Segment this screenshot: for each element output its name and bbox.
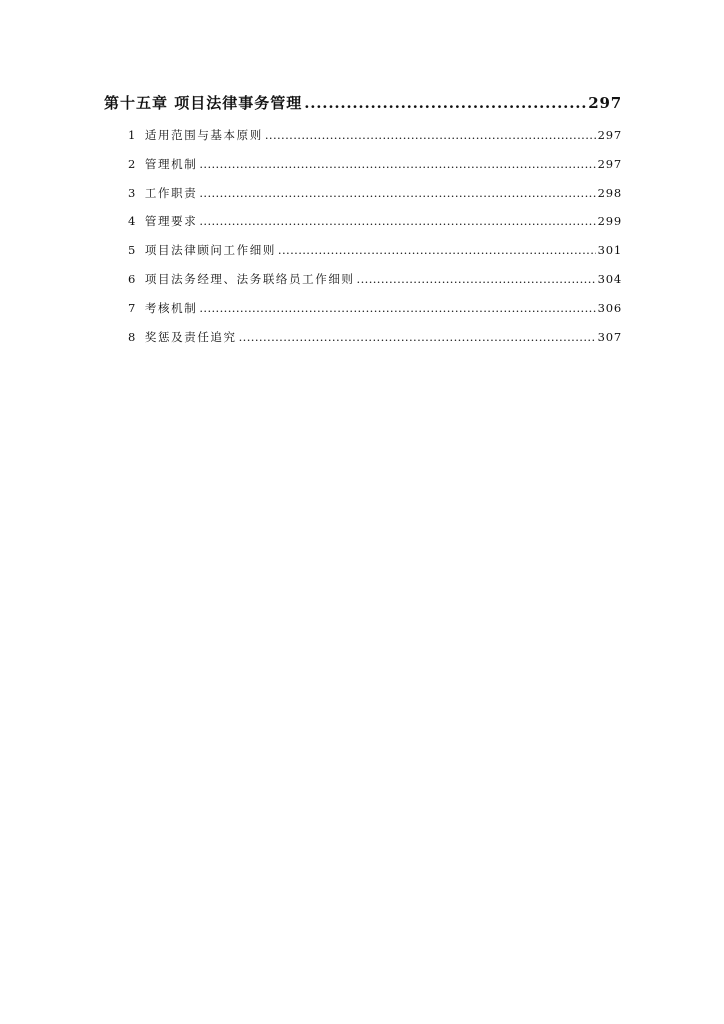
toc-section-title: 考核机制 xyxy=(144,300,198,315)
toc-section-entry[interactable] xyxy=(128,185,622,203)
toc-section-page: 306 xyxy=(597,300,622,315)
toc-section-entry[interactable] xyxy=(128,242,622,260)
toc-section-page: 299 xyxy=(597,214,622,229)
toc-leader-dots xyxy=(199,301,595,315)
toc-leader-dots xyxy=(278,243,596,257)
toc-section-entry[interactable] xyxy=(128,213,622,231)
toc-section-title-wrap xyxy=(128,329,237,345)
toc-section-number: 5 xyxy=(128,243,137,258)
toc-section-number: 4 xyxy=(128,214,137,229)
toc-section-number: 2 xyxy=(128,156,137,171)
toc-leader-dots xyxy=(199,186,595,200)
toc-section-number: 8 xyxy=(128,329,137,344)
toc-leader-dots xyxy=(239,330,596,344)
toc-section-page: 301 xyxy=(597,243,622,258)
toc-chapter-entry[interactable] xyxy=(104,92,622,114)
toc-section-title-wrap xyxy=(128,300,197,316)
toc-section-title: 管理要求 xyxy=(144,214,198,229)
toc-section-title-wrap xyxy=(128,213,197,229)
toc-section-number: 6 xyxy=(128,271,137,286)
toc-section-title: 奖惩及责任追究 xyxy=(144,329,237,344)
toc-leader-dots xyxy=(199,214,595,228)
toc-section-title: 管理机制 xyxy=(144,156,198,171)
toc-leader-dots xyxy=(265,128,596,142)
toc-leader-dots xyxy=(199,157,595,171)
toc-chapter-title: 第十五章 项目法律事务管理 xyxy=(104,94,303,112)
toc-section-number: 3 xyxy=(128,185,137,200)
toc-section-title-wrap xyxy=(128,271,355,287)
toc-section-page: 307 xyxy=(597,329,622,344)
toc-section-page: 297 xyxy=(597,156,622,171)
toc-section-title: 工作职责 xyxy=(144,185,198,200)
table-of-contents xyxy=(104,92,622,357)
toc-leader-dots xyxy=(304,94,586,112)
toc-section-entry[interactable] xyxy=(128,156,622,174)
toc-section-title-wrap xyxy=(128,185,197,201)
toc-section-title-wrap xyxy=(128,242,276,258)
toc-chapter-page: 297 xyxy=(588,94,622,112)
toc-section-title: 项目法务经理、法务联络员工作细则 xyxy=(144,271,355,286)
toc-section-number: 1 xyxy=(128,128,137,142)
toc-section-title-wrap xyxy=(128,127,263,143)
toc-section-page: 304 xyxy=(597,271,622,286)
toc-section-entry[interactable] xyxy=(128,127,622,145)
toc-section-entry[interactable] xyxy=(128,300,622,318)
toc-section-number: 7 xyxy=(128,300,137,315)
toc-section-title: 项目法律顾问工作细则 xyxy=(144,243,276,258)
toc-section-title: 适用范围与基本原则 xyxy=(144,128,263,142)
toc-section-entry[interactable] xyxy=(128,329,622,347)
toc-section-page: 298 xyxy=(597,185,622,200)
toc-section-title-wrap xyxy=(128,156,197,172)
toc-section-page: 297 xyxy=(597,128,622,142)
toc-section-entry[interactable] xyxy=(128,271,622,289)
toc-leader-dots xyxy=(357,272,596,286)
